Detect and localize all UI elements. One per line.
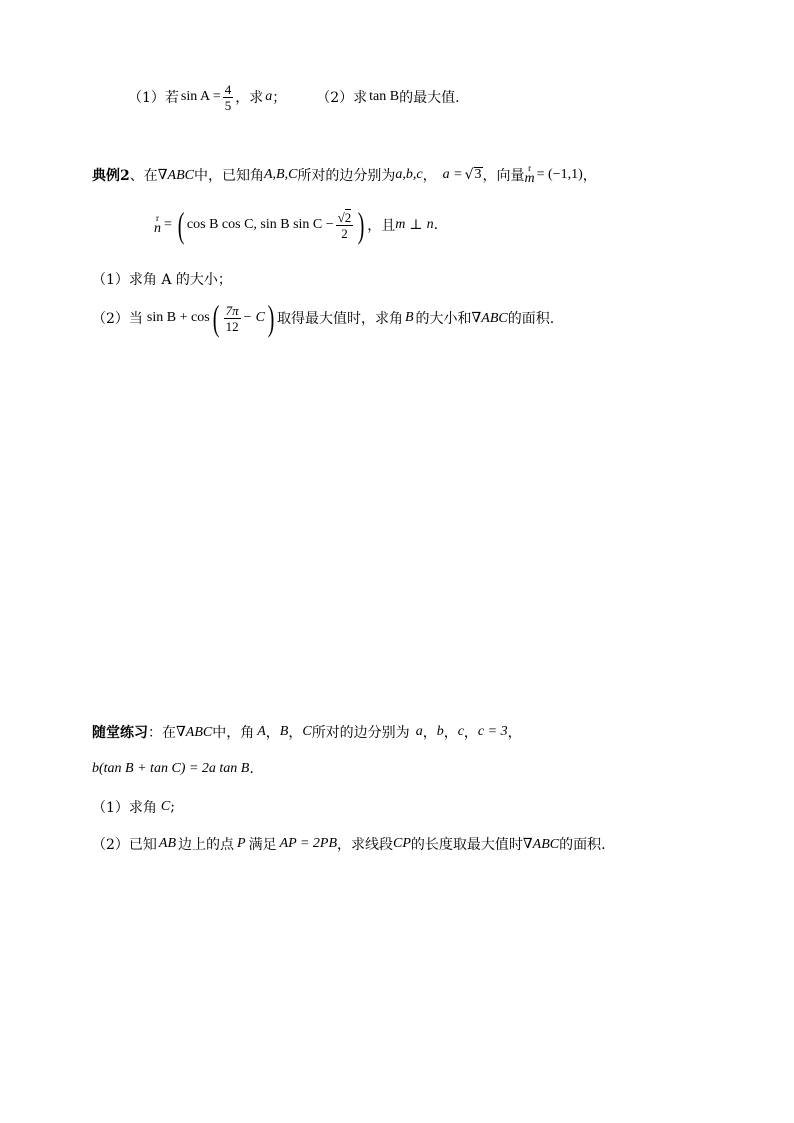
ex2-a-eq: a =: [442, 167, 463, 182]
ex2-n-eq: =: [164, 217, 172, 232]
ex2-n-tail: ，且: [367, 218, 396, 234]
ex2-part2-label: （2）当: [92, 311, 143, 327]
ex2-part1-text: （1）求角 A 的大小；: [92, 272, 232, 288]
ex2-n-frac-num: √2: [337, 209, 352, 225]
practice-angle-A: A: [257, 724, 266, 739]
q1-line: [128, 82, 460, 112]
ex2-m-value: = (−1,1): [536, 167, 583, 182]
practice-text2: 中，角: [212, 725, 255, 741]
practice-part2-P: P: [237, 836, 246, 851]
practice-comma5: ，: [463, 725, 478, 741]
practice-comma3: ，: [422, 725, 437, 741]
practice-part2-text-d: ，求线段: [337, 837, 393, 853]
practice-text1: ：在: [148, 725, 176, 741]
practice-angle-C: C: [302, 724, 312, 739]
practice-part2-CP: CP: [393, 836, 411, 851]
ex2-part2-text-b: 取得最大值时，求角: [276, 311, 403, 327]
practice-comma1: ，: [265, 725, 280, 741]
practice-line1: [92, 720, 522, 744]
q1-sinA: sin A =: [180, 89, 221, 104]
ex2-angles: A,B,C: [263, 167, 298, 182]
ex2-text5: ，向量: [482, 168, 525, 184]
practice-comma4: ，: [443, 725, 458, 741]
ex2-part2: [92, 298, 554, 338]
practice-line2: [92, 758, 254, 780]
ex2-triangle: ∇ABC: [157, 167, 194, 183]
q1-part1-label: （1）若: [128, 90, 179, 106]
ex2-text2: 中，已知角: [193, 168, 264, 184]
q1-part2-end: 的最大值.: [399, 90, 460, 106]
ex2-sqrt3-rad: 3: [474, 167, 482, 182]
ex2-n-components: cos B cos C, sin B sin C −: [186, 217, 334, 232]
ex2-part2-triangle: ∇ABC: [471, 310, 508, 326]
ex2-part2-sinB: sin B + cos: [146, 310, 210, 325]
ex2-part2-lparen: (: [212, 298, 219, 338]
ex2-part2-B: B: [404, 310, 414, 325]
practice-c-eq: c = 3: [477, 724, 508, 739]
practice-part2-condition: AP = 2PB: [279, 836, 337, 851]
ex2-vector-m: [525, 164, 535, 186]
q1-frac-den: 5: [224, 97, 232, 113]
practice-comma2: ，: [288, 725, 303, 741]
q1-frac-num: 4: [224, 81, 232, 97]
q1-fraction: [223, 82, 234, 113]
ex2-perp-end: .: [433, 217, 439, 233]
ex2-n-lparen: (: [177, 205, 185, 245]
practice-part2-text-c: 满足: [248, 837, 277, 853]
ex2-text1: 、在: [129, 168, 158, 184]
ex2-part1: [92, 268, 232, 290]
q1-part1-mid: ，求: [235, 90, 264, 106]
q1-part2-label: （2）求: [316, 90, 368, 106]
practice-angle-B: B: [279, 724, 289, 739]
practice-side-b: b: [436, 724, 444, 739]
practice-part1: [92, 796, 175, 818]
practice-part2-label: （2）已知: [92, 837, 157, 853]
q1-tanB: tan B: [369, 89, 400, 104]
ex2-text3: 所对的边分别为: [297, 168, 396, 184]
q1-part1-end: ；: [272, 90, 287, 106]
practice-part2-AB: AB: [158, 836, 177, 851]
ex2-part2-fraction: [224, 303, 241, 334]
ex2-part2-text-d: 的面积.: [507, 311, 555, 327]
ex2-vector-n-arrow: r: [156, 213, 159, 223]
practice-part1-end: ;: [170, 799, 175, 815]
practice-text3: 所对的边分别为: [311, 725, 410, 741]
ex2-part2-frac-den: 12: [225, 318, 239, 334]
ex2-n-rparen: ): [357, 205, 365, 245]
ex2-part2-text-c: 的大小和: [415, 311, 472, 327]
ex2-n-frac-num-rad: 2: [344, 209, 352, 225]
practice-part2: [92, 833, 606, 855]
ex2-part2-minusC: − C: [242, 310, 265, 325]
practice-text4: ，: [507, 725, 522, 741]
practice-part1-label: （1）求角: [92, 800, 157, 816]
practice-part2-text-b: 边上的点: [178, 837, 235, 853]
practice-part1-C: C: [160, 799, 171, 814]
practice-part2-triangle: ∇ABC: [522, 836, 560, 852]
practice-equation: b(tan B + tan C) = 2a tan B: [92, 761, 250, 776]
ex2-title: 典例2: [92, 168, 130, 184]
ex2-text6: ，: [582, 168, 597, 184]
practice-part2-text-f: 的面积.: [559, 837, 606, 853]
ex2-part2-rparen: ): [267, 298, 275, 338]
ex2-part2-frac-num: 7π: [225, 302, 239, 318]
practice-triangle: ∇ABC: [176, 724, 213, 740]
practice-equation-end: .: [249, 761, 254, 777]
ex2-sqrt3: √ 3: [464, 167, 482, 183]
ex2-sides: a,b,c: [395, 167, 423, 182]
practice-side-c: c: [457, 724, 464, 739]
ex2-perp-n: n: [426, 217, 434, 232]
ex2-vector-n: [154, 214, 161, 236]
ex2-vector-m-arrow: r: [528, 163, 532, 173]
ex2-vector-m-var: m: [524, 171, 535, 186]
practice-part2-text-e: 的长度取最大值时: [410, 837, 523, 853]
practice-side-a: a: [415, 724, 423, 739]
ex2-perp-symbol: ⊥: [409, 217, 423, 233]
ex2-n-fraction: [336, 210, 354, 241]
ex2-n-frac-den: 2: [341, 225, 348, 241]
ex2-line1: [92, 162, 597, 188]
ex2-text4: ，: [422, 168, 437, 184]
ex2-perp-m: m: [395, 217, 406, 232]
practice-title: 随堂练习: [92, 725, 148, 741]
ex2-line2: [154, 203, 438, 247]
q1-var-a: a: [265, 89, 273, 104]
ex2-vector-n-var: n: [154, 221, 161, 236]
